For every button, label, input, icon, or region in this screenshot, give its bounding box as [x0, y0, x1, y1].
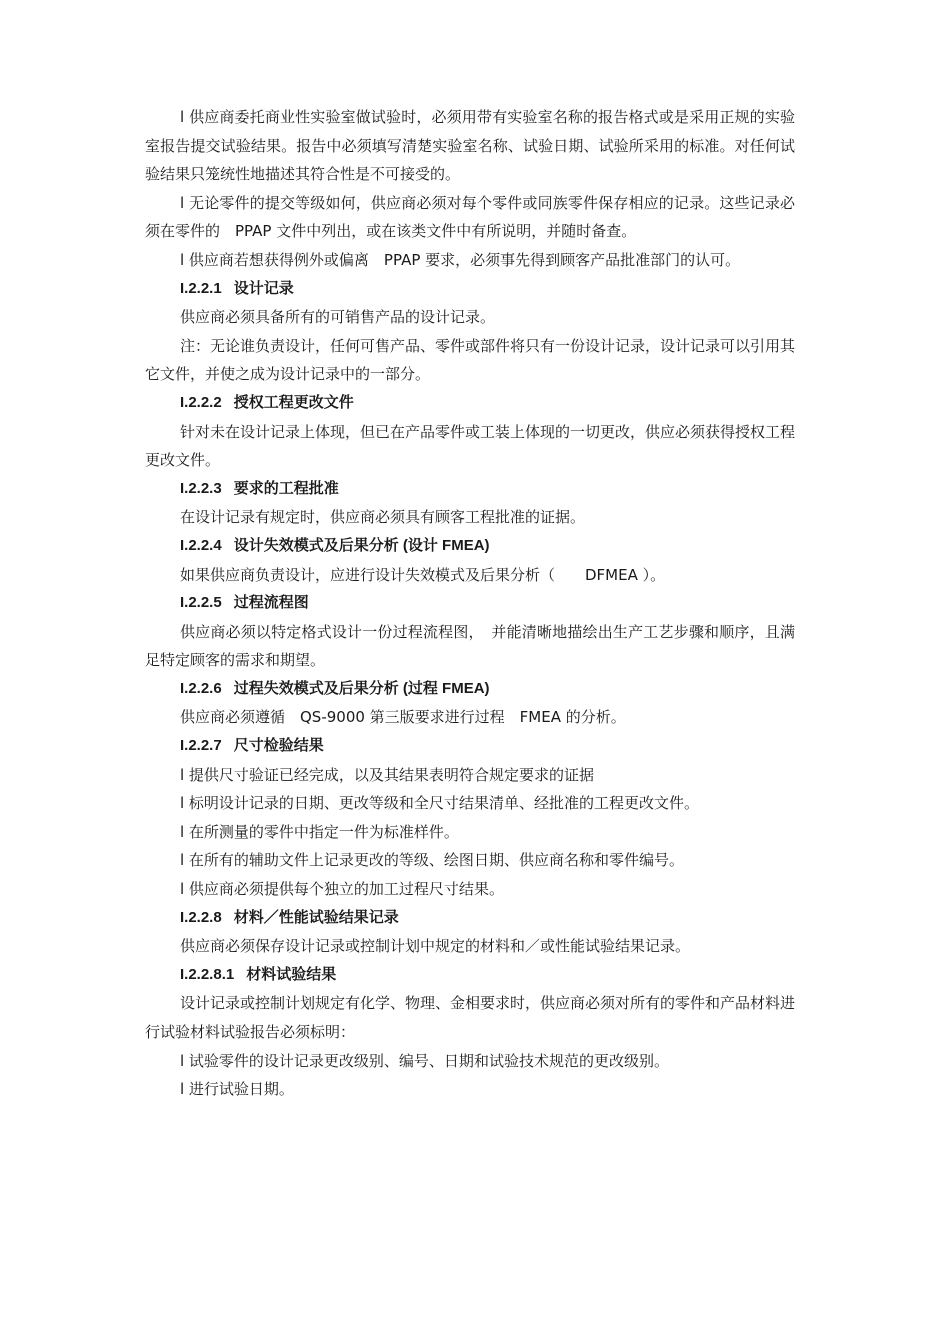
heading-design-records: I.2.2.1 设计记录 — [180, 279, 294, 297]
heading-dfmea: I.2.2.4 设计失效模式及后果分析 (设计 FMEA) — [180, 536, 490, 554]
paragraph-deviation: l 供应商若想获得例外或偏离 PPAP 要求，必须事先得到顾客产品批准部门的认可。 — [180, 250, 741, 269]
heading-dimensional-results: I.2.2.7 尺寸检验结果 — [180, 737, 324, 755]
paragraph-lab-report: l 供应商委托商业性实验室做试验时，必须用带有实验室名称的报告格式或是采用正规的实验室报告提交试验结果。报告中必须填写清楚实验室名称、试验日期、试验所采用的标准。对任何试验结果只笼统性地描述其符合性是不可接受的。 — [145, 108, 795, 184]
list-item: l 试验零件的设计记录更改级别、编号、日期和试验技术规范的更改级别。 — [180, 1051, 669, 1070]
paragraph: 供应商必须以特定格式设计一份过程流程图， 并能清晰地描绘出生产工艺步骤和顺序，且满足特定顾客的需求和期望。 — [145, 622, 795, 670]
paragraph-note: 注：无论谁负责设计，任何可售产品、零件或部件将只有一份设计记录，设计记录可以引用其它文件，并使之成为设计记录中的一部分。 — [145, 336, 796, 384]
list-item: l 在所有的辅助文件上记录更改的等级、绘图日期、供应商名称和零件编号。 — [180, 851, 684, 870]
paragraph: 如果供应商负责设计，应进行设计失效模式及后果分析（ DFMEA ）。 — [180, 565, 666, 584]
heading-material-performance: I.2.2.8 材料／性能试验结果记录 — [180, 908, 399, 926]
paragraph-records: l 无论零件的提交等级如何，供应商必须对每个零件或同族零件保存相应的记录。这些记录必须在零件的 PPAP 文件中列出，或在该类文件中有所说明，并随时备查。 — [145, 193, 795, 241]
heading-material-test-results: I.2.2.8.1 材料试验结果 — [180, 965, 337, 983]
heading-engineering-approval: I.2.2.3 要求的工程批准 — [180, 479, 339, 497]
paragraph: 设计记录或控制计划规定有化学、物理、金相要求时，供应商必须对所有的零件和产品材料进行试验材料试验报告必须标明： — [145, 994, 796, 1041]
list-item: l 提供尺寸验证已经完成，以及其结果表明符合规定要求的证据 — [180, 765, 594, 784]
heading-pfmea: I.2.2.6 过程失效模式及后果分析 (过程 FMEA) — [180, 679, 490, 697]
list-item: l 在所测量的零件中指定一件为标准样件。 — [180, 822, 459, 841]
list-item: l 供应商必须提供每个独立的加工过程尺寸结果。 — [180, 880, 504, 899]
paragraph: 供应商必须保存设计记录或控制计划中规定的材料和／或性能试验结果记录。 — [180, 937, 691, 956]
paragraph: 供应商必须具备所有的可销售产品的设计记录。 — [180, 308, 496, 327]
paragraph: 针对未在设计记录上体现，但已在产品零件或工装上体现的一切更改，供应必须获得授权工程更改文件。 — [145, 422, 796, 470]
document-body — [145, 103, 795, 1104]
paragraph: 在设计记录有规定时，供应商必须具有顾客工程批准的证据。 — [180, 508, 586, 527]
list-item: l 标明设计记录的日期、更改等级和全尺寸结果清单、经批准的工程更改文件。 — [180, 794, 699, 813]
heading-process-flow: I.2.2.5 过程流程图 — [180, 594, 309, 612]
heading-change-documents: I.2.2.2 授权工程更改文件 — [180, 393, 354, 411]
paragraph: 供应商必须遵循 QS-9000 第三版要求进行过程 FMEA 的分析。 — [180, 708, 626, 727]
list-item: l 进行试验日期。 — [180, 1080, 294, 1099]
